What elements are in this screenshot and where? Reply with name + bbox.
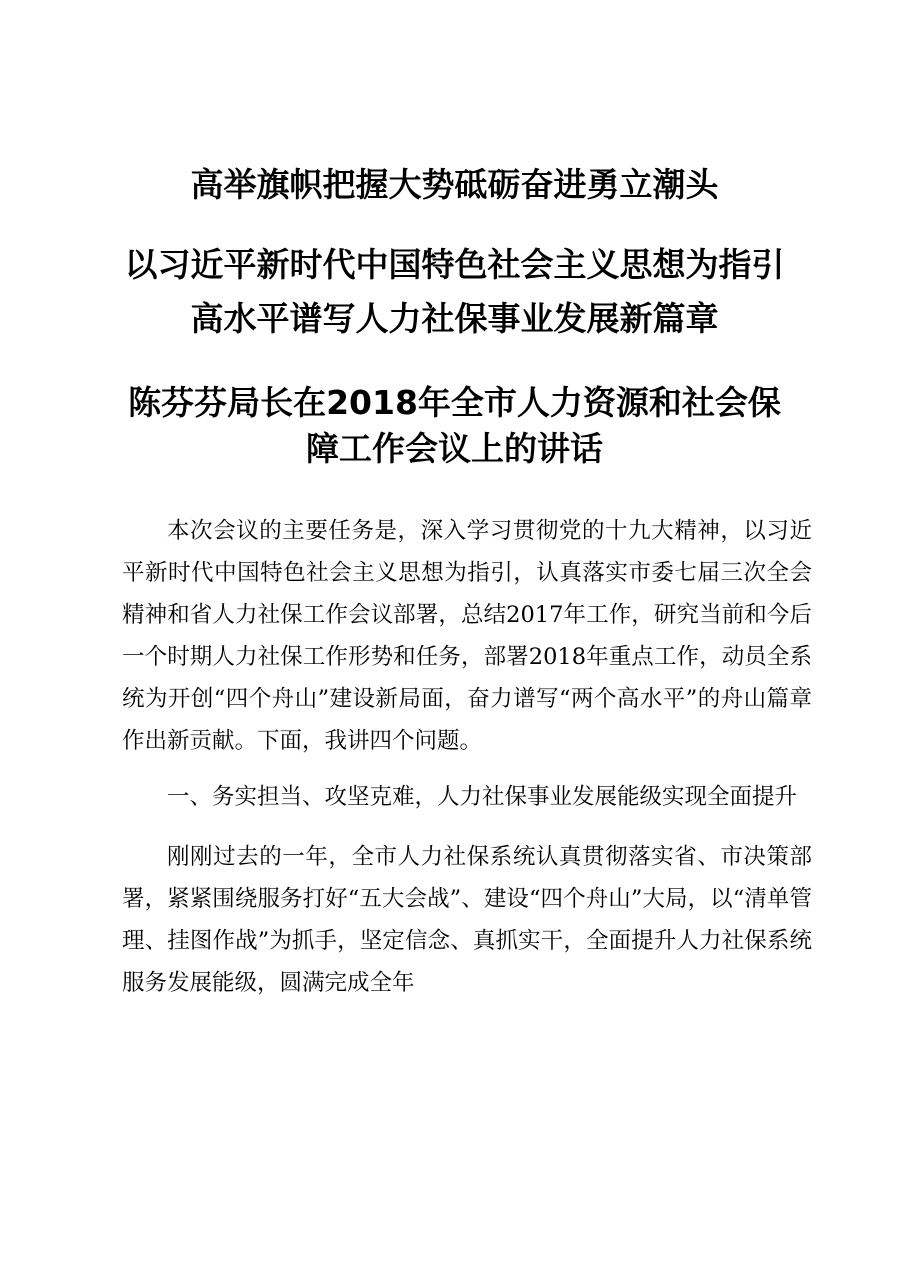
- subtitle-line-1: 以习近平新时代中国特色社会主义思想为指引: [124, 245, 785, 284]
- section-heading-1: 一、务实担当、攻坚克难，人力社保事业发展能级实现全面提升: [167, 784, 798, 810]
- body-text: [122, 510, 812, 1004]
- paragraph-review: 刚刚过去的一年，全市人力社保系统认真贯彻落实省、市决策部署，紧紧围绕服务打好“五大会战”、建设“四个舟山”大局，以“清单管理、挂图作战”为抓手，坚定信念、真抓实干，全面提升人力社保系统服务发展能级，圆满完成全年: [122, 844, 812, 996]
- speech-title-line-2: 障工作会议上的讲话: [306, 429, 603, 468]
- subtitle-line-2: 高水平谱写人力社保事业发展新篇章: [190, 299, 719, 338]
- paragraph-intro: 本次会议的主要任务是，深入学习贯彻党的十九大精神，以习近平新时代中国特色社会主义思想为指引，认真落实市委七届三次全会精神和省人力社保工作会议部署，总结2017年工作，研究当前和今后一个时期人力社保工作形势和任务，部署2018年重点工作，动员全系统为开创“四个舟山”建设新局面，奋力谱写“两个高水平”的舟山篇章作出新贡献。下面，我讲四个问题。: [122, 518, 812, 754]
- speech-title-line-1: 陈芬芬局长在2018年全市人力资源和社会保: [128, 383, 781, 422]
- main-title: 高举旗帜把握大势砥砺奋进勇立潮头: [190, 165, 719, 204]
